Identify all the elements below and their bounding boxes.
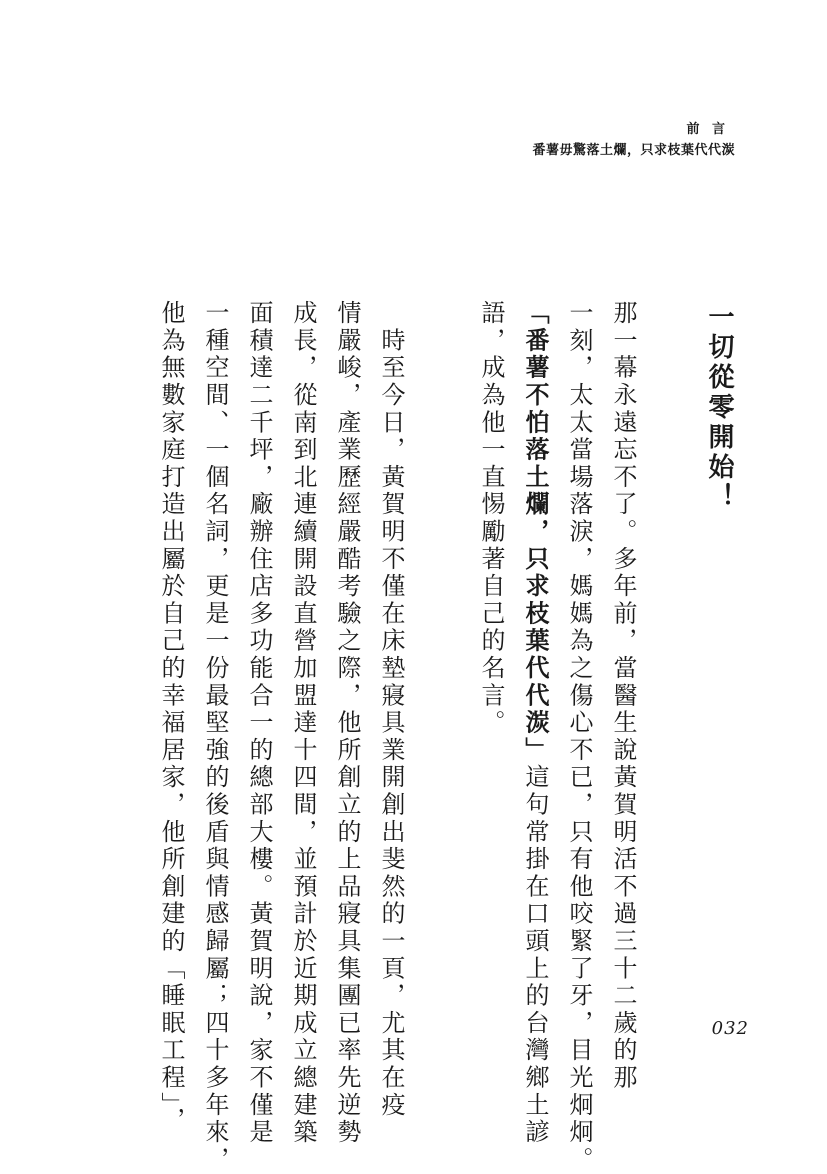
running-header: [532, 120, 735, 162]
body-line: [611, 300, 635, 1092]
chapter-label: 前 言: [686, 122, 729, 137]
body-line: [203, 300, 227, 1174]
line-text: 語，成為他一直惕勵著自己的名言。: [477, 300, 505, 737]
line-text: 一刻，太太當場落淚，媽媽為之傷心不已，只有他咬緊了牙，目光炯炯。: [565, 300, 593, 1174]
body-line: [335, 300, 359, 1146]
page-number: 032: [711, 1018, 749, 1039]
body-line: [567, 300, 591, 1174]
body-line: [291, 300, 315, 1146]
chapter-subtitle: 番薯毋驚落土爛，只求枝葉代代湠: [532, 142, 735, 158]
line-text: 時至今日，黃賀明不僅在床墊寢具業開創出斐然的一頁，尤其在疫: [377, 300, 405, 1119]
line-text: 成長，從南到北連續開設直營加盟達十四間，並預計於近期成立總建築: [289, 300, 317, 1147]
line-text: 情嚴峻，產業歷經嚴酷考驗之際，他所創立的上品寢具集團已率先逆勢: [333, 300, 361, 1147]
line-text: 一種空間、一個名詞，更是一份最堅強的後盾與情感歸屬；四十多年來，: [201, 300, 229, 1174]
proverb-quote: 「番薯不怕落土爛，只求枝葉代代湠」: [521, 300, 550, 765]
line-text: 面積達二千坪，廠辦住店多功能合一的總部大樓。黃賀明說，家不僅是: [245, 300, 273, 1147]
line-text: 這句常掛在口頭上的台灣鄉土諺: [521, 764, 549, 1147]
body-line: [159, 300, 183, 1134]
body-line: [379, 300, 403, 1119]
line-text: 他為無數家庭打造出屬於自己的幸福居家，他所創建的「睡眠工程」，: [157, 300, 185, 1135]
body-line: [479, 300, 503, 737]
section-heading: 一切從零開始！: [704, 303, 734, 513]
body-line: [521, 300, 550, 1147]
line-text: 那一幕永遠忘不了。多年前，當醫生說黃賀明活不過三十二歲的那: [609, 300, 637, 1092]
body-line: [247, 300, 271, 1146]
